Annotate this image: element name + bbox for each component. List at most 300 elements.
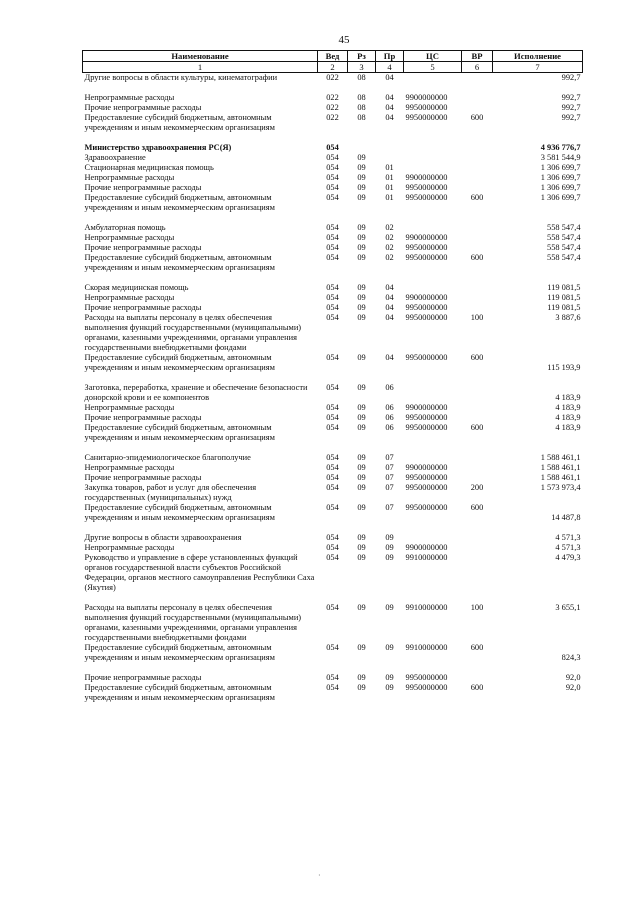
row-value: 1 306 699,7 bbox=[540, 193, 581, 202]
row-pr: 02 bbox=[385, 243, 394, 252]
row-name: Предоставление субсидий бюджетным, автономным учреждениям и иным некоммерческим организациям bbox=[84, 113, 275, 132]
row-ved: 022 bbox=[326, 103, 339, 112]
table-row bbox=[83, 543, 583, 553]
row-value: 119 081,5 bbox=[547, 283, 581, 292]
row-ved: 054 bbox=[326, 463, 339, 472]
table-row bbox=[83, 463, 583, 473]
spacer-row bbox=[83, 593, 583, 603]
spacer-row bbox=[83, 133, 583, 143]
row-value: 558 547,4 bbox=[547, 243, 581, 252]
row-name: Другие вопросы в области культуры, кинематографии bbox=[84, 73, 278, 82]
table-row bbox=[83, 93, 583, 103]
row-name: Прочие непрограммные расходы bbox=[84, 473, 202, 482]
row-value: 3 581 544,9 bbox=[540, 153, 581, 162]
spacer-row bbox=[83, 663, 583, 673]
row-cs: 9900000000 bbox=[405, 293, 448, 302]
row-rz: 09 bbox=[357, 233, 366, 242]
row-cs: 9950000000 bbox=[405, 253, 448, 262]
row-pr: 01 bbox=[385, 183, 394, 192]
row-vr bbox=[462, 103, 493, 113]
row-rz: 09 bbox=[357, 453, 366, 462]
row-value: 1 588 461,1 bbox=[540, 463, 581, 472]
row-cs: 9950000000 bbox=[405, 193, 448, 202]
row-vr bbox=[462, 293, 493, 303]
row-vr: 600 bbox=[470, 253, 484, 262]
row-name: Прочие непрограммные расходы bbox=[84, 243, 202, 252]
row-pr: 07 bbox=[385, 503, 394, 512]
header-ved: Вед bbox=[318, 51, 348, 62]
row-vr bbox=[462, 403, 493, 413]
row-pr: 06 bbox=[385, 423, 394, 432]
row-pr: 04 bbox=[385, 93, 394, 102]
header-number: 7 bbox=[493, 62, 583, 73]
row-rz: 09 bbox=[357, 413, 366, 422]
row-cs: 9910000000 bbox=[405, 553, 448, 562]
row-ved: 054 bbox=[326, 533, 339, 542]
row-cs: 9950000000 bbox=[405, 303, 448, 312]
row-value: 992,7 bbox=[561, 103, 581, 112]
table-row bbox=[83, 193, 583, 213]
row-pr: 04 bbox=[385, 353, 394, 362]
row-name: Прочие непрограммные расходы bbox=[84, 413, 202, 422]
row-rz: 08 bbox=[357, 113, 366, 122]
row-pr bbox=[376, 143, 404, 153]
row-rz: 09 bbox=[357, 463, 366, 472]
row-rz: 09 bbox=[357, 553, 366, 562]
row-cs: 9950000000 bbox=[405, 423, 448, 432]
spacer-cell bbox=[83, 273, 583, 283]
row-rz: 09 bbox=[357, 253, 366, 262]
row-cs: 9950000000 bbox=[405, 413, 448, 422]
row-vr bbox=[462, 233, 493, 243]
table-row bbox=[83, 643, 583, 663]
row-vr: 100 bbox=[470, 603, 484, 612]
spacer-row bbox=[83, 373, 583, 383]
row-rz: 08 bbox=[357, 103, 366, 112]
row-cs: 9910000000 bbox=[405, 643, 448, 652]
row-pr bbox=[376, 153, 404, 163]
row-vr: 100 bbox=[470, 313, 484, 322]
row-cs: 9950000000 bbox=[405, 673, 448, 682]
row-name: Непрограммные расходы bbox=[84, 233, 175, 242]
table-row bbox=[83, 603, 583, 643]
row-vr bbox=[462, 93, 493, 103]
row-rz: 09 bbox=[357, 243, 366, 252]
row-cs: 9950000000 bbox=[405, 483, 448, 492]
row-pr: 02 bbox=[385, 233, 394, 242]
row-vr: 600 bbox=[470, 503, 484, 512]
row-name: Предоставление субсидий бюджетным, автономным учреждениям и иным некоммерческим организациям bbox=[84, 683, 275, 702]
table-row bbox=[83, 233, 583, 243]
row-cs: 9950000000 bbox=[405, 243, 448, 252]
row-pr: 04 bbox=[385, 73, 394, 82]
table-row bbox=[83, 243, 583, 253]
row-rz: 09 bbox=[357, 153, 366, 162]
header-name: Наименование bbox=[83, 51, 318, 62]
row-ved: 054 bbox=[326, 673, 339, 682]
row-cs bbox=[404, 143, 462, 153]
row-rz: 09 bbox=[357, 483, 366, 492]
row-value: 1 573 973,4 bbox=[540, 483, 581, 492]
row-pr: 07 bbox=[385, 453, 394, 462]
row-name: Предоставление субсидий бюджетным, автономным учреждениям и иным некоммерческим организациям bbox=[84, 423, 275, 442]
row-vr bbox=[462, 533, 493, 543]
row-pr: 04 bbox=[385, 293, 394, 302]
row-pr: 06 bbox=[385, 383, 394, 392]
table-row bbox=[83, 483, 583, 503]
spacer-row bbox=[83, 213, 583, 223]
table-row bbox=[83, 283, 583, 293]
row-cs bbox=[404, 223, 462, 233]
row-value: 3 887,6 bbox=[555, 313, 581, 322]
row-vr: 600 bbox=[470, 683, 484, 692]
row-value: 3 655,1 bbox=[555, 603, 581, 612]
row-vr bbox=[462, 473, 493, 483]
table-row bbox=[83, 103, 583, 113]
spacer-cell bbox=[83, 523, 583, 533]
row-name: Предоставление субсидий бюджетным, автономным учреждениям и иным некоммерческим организациям bbox=[84, 353, 275, 372]
row-value: 4 571,3 bbox=[555, 543, 581, 552]
row-vr bbox=[462, 673, 493, 683]
row-ved: 054 bbox=[326, 603, 339, 612]
table-row bbox=[83, 553, 583, 593]
row-value: 558 547,4 bbox=[547, 253, 581, 262]
table-row bbox=[83, 403, 583, 413]
row-value: 115 193,9 bbox=[547, 363, 581, 372]
row-value: 1 306 699,7 bbox=[540, 173, 581, 182]
row-ved: 054 bbox=[326, 473, 339, 482]
table-row bbox=[83, 293, 583, 303]
row-ved: 022 bbox=[326, 93, 339, 102]
row-cs: 9900000000 bbox=[405, 233, 448, 242]
header-vr: ВР bbox=[462, 51, 493, 62]
row-cs: 9950000000 bbox=[405, 353, 448, 362]
row-value: 1 588 461,1 bbox=[540, 453, 581, 462]
row-ved: 054 bbox=[326, 453, 339, 462]
row-rz: 09 bbox=[357, 673, 366, 682]
row-ved: 022 bbox=[326, 113, 339, 122]
row-ved: 054 bbox=[326, 143, 339, 152]
row-name: Расходы на выплаты персоналу в целях обеспечения выполнения функций государственными (муниципальными) органами, казенными учреждениями, органами управления государственными внебюджетными фондами bbox=[84, 313, 302, 352]
row-name: Предоставление субсидий бюджетным, автономным учреждениям и иным некоммерческим организациям bbox=[84, 643, 275, 662]
row-rz: 09 bbox=[357, 293, 366, 302]
row-ved: 054 bbox=[326, 403, 339, 412]
row-cs: 9900000000 bbox=[405, 463, 448, 472]
row-value: 824,3 bbox=[561, 653, 581, 662]
row-pr: 09 bbox=[385, 603, 394, 612]
row-cs bbox=[404, 453, 462, 463]
spacer-row bbox=[83, 273, 583, 283]
row-name: Непрограммные расходы bbox=[84, 93, 175, 102]
header-pr: Пр bbox=[376, 51, 404, 62]
row-ved: 054 bbox=[326, 233, 339, 242]
spacer-cell bbox=[83, 83, 583, 93]
table-row bbox=[83, 673, 583, 683]
header-cs: ЦС bbox=[404, 51, 462, 62]
table-row bbox=[83, 163, 583, 173]
row-rz: 09 bbox=[357, 223, 366, 232]
row-cs: 9950000000 bbox=[405, 683, 448, 692]
table-row bbox=[83, 143, 583, 153]
row-name: Предоставление субсидий бюджетным, автономным учреждениям и иным некоммерческим организациям bbox=[84, 503, 275, 522]
row-value: 558 547,4 bbox=[547, 233, 581, 242]
spacer-cell bbox=[83, 663, 583, 673]
row-pr: 02 bbox=[385, 253, 394, 262]
row-value: 1 588 461,1 bbox=[540, 473, 581, 482]
row-name: Руководство и управление в сфере установленных функций органов государственной власти субъектов Российской Федерации, органов местного самоуправления Республики Саха (Якутия) bbox=[84, 553, 315, 592]
row-pr: 04 bbox=[385, 113, 394, 122]
row-value: 992,7 bbox=[561, 93, 581, 102]
row-vr bbox=[462, 163, 493, 173]
row-vr: 600 bbox=[470, 193, 484, 202]
table-row bbox=[83, 183, 583, 193]
row-ved: 054 bbox=[326, 173, 339, 182]
row-rz: 09 bbox=[357, 173, 366, 182]
row-rz bbox=[348, 143, 376, 153]
row-value: 119 081,5 bbox=[547, 303, 581, 312]
table-row bbox=[83, 413, 583, 423]
row-pr: 09 bbox=[385, 643, 394, 652]
row-vr bbox=[462, 73, 493, 84]
header-rz: Рз bbox=[348, 51, 376, 62]
row-rz: 09 bbox=[357, 183, 366, 192]
row-rz: 09 bbox=[357, 353, 366, 362]
header-number: 1 bbox=[83, 62, 318, 73]
table-row bbox=[83, 173, 583, 183]
row-pr: 09 bbox=[385, 533, 394, 542]
row-rz: 09 bbox=[357, 543, 366, 552]
row-cs bbox=[404, 383, 462, 403]
row-rz: 09 bbox=[357, 503, 366, 512]
table-row bbox=[83, 113, 583, 133]
row-rz: 09 bbox=[357, 473, 366, 482]
row-vr bbox=[462, 283, 493, 293]
spacer-cell bbox=[83, 443, 583, 453]
row-pr: 09 bbox=[385, 553, 394, 562]
row-ved: 054 bbox=[326, 683, 339, 692]
row-pr: 01 bbox=[385, 173, 394, 182]
row-name: Предоставление субсидий бюджетным, автономным учреждениям и иным некоммерческим организациям bbox=[84, 253, 275, 272]
spacer-row bbox=[83, 443, 583, 453]
row-vr bbox=[462, 173, 493, 183]
row-vr: 200 bbox=[470, 483, 484, 492]
row-pr: 04 bbox=[385, 103, 394, 112]
row-rz: 09 bbox=[357, 533, 366, 542]
row-value: 992,7 bbox=[561, 113, 581, 122]
table-body bbox=[83, 73, 583, 704]
row-value: 92,0 bbox=[565, 683, 581, 692]
table-row bbox=[83, 353, 583, 373]
table-row bbox=[83, 533, 583, 543]
scan-mark: · bbox=[318, 871, 321, 880]
row-value: 4 183,9 bbox=[555, 413, 581, 422]
row-ved: 054 bbox=[326, 413, 339, 422]
row-name: Стационарная медицинская помощь bbox=[84, 163, 214, 172]
row-pr: 07 bbox=[385, 473, 394, 482]
row-cs: 9950000000 bbox=[405, 503, 448, 512]
row-rz: 09 bbox=[357, 303, 366, 312]
row-rz: 08 bbox=[357, 93, 366, 102]
budget-table bbox=[82, 50, 583, 703]
row-ved: 054 bbox=[326, 423, 339, 432]
row-value: 92,0 bbox=[565, 673, 581, 682]
row-ved: 054 bbox=[326, 223, 339, 232]
row-value: 4 936 776,7 bbox=[540, 143, 581, 152]
row-cs: 9950000000 bbox=[405, 313, 448, 322]
row-vr bbox=[462, 243, 493, 253]
row-ved: 054 bbox=[326, 313, 339, 322]
row-vr bbox=[462, 153, 493, 163]
row-name: Прочие непрограммные расходы bbox=[84, 183, 202, 192]
spacer-cell bbox=[83, 213, 583, 223]
row-ved: 054 bbox=[326, 643, 339, 652]
row-cs: 9900000000 bbox=[405, 173, 448, 182]
row-ved: 054 bbox=[326, 243, 339, 252]
table-row bbox=[83, 223, 583, 233]
row-vr: 600 bbox=[470, 643, 484, 652]
row-cs bbox=[404, 153, 462, 163]
table-row bbox=[83, 383, 583, 403]
header-execution: Исполнение bbox=[493, 51, 583, 62]
row-ved: 054 bbox=[326, 163, 339, 172]
row-name: Санитарно-эпидемиологическое благополучие bbox=[84, 453, 251, 462]
header-number: 3 bbox=[348, 62, 376, 73]
table-row bbox=[83, 303, 583, 313]
row-value: 14 487,8 bbox=[551, 513, 581, 522]
row-ved: 054 bbox=[326, 283, 339, 292]
table-header bbox=[83, 51, 583, 73]
row-vr bbox=[462, 223, 493, 233]
row-vr: 600 bbox=[470, 353, 484, 362]
row-pr: 01 bbox=[385, 193, 394, 202]
row-ved: 022 bbox=[326, 73, 339, 82]
row-pr: 04 bbox=[385, 303, 394, 312]
row-rz: 09 bbox=[357, 683, 366, 692]
row-ved: 054 bbox=[326, 293, 339, 302]
row-cs: 9950000000 bbox=[405, 473, 448, 482]
header-number: 4 bbox=[376, 62, 404, 73]
row-name: Прочие непрограммные расходы bbox=[84, 303, 202, 312]
row-rz: 09 bbox=[357, 423, 366, 432]
row-pr: 09 bbox=[385, 673, 394, 682]
row-cs: 9900000000 bbox=[405, 93, 448, 102]
row-cs bbox=[404, 163, 462, 173]
row-pr: 09 bbox=[385, 683, 394, 692]
row-value: 4 571,3 bbox=[555, 533, 581, 542]
row-cs bbox=[404, 73, 462, 84]
spacer-cell bbox=[83, 373, 583, 383]
row-ved: 054 bbox=[326, 303, 339, 312]
row-name: Прочие непрограммные расходы bbox=[84, 673, 202, 682]
row-value: 4 479,3 bbox=[555, 553, 581, 562]
row-name: Закупка товаров, работ и услуг для обеспечения государственных (муниципальных) нужд bbox=[84, 483, 257, 502]
row-ved: 054 bbox=[326, 543, 339, 552]
row-vr: 600 bbox=[470, 423, 484, 432]
row-name: Прочие непрограммные расходы bbox=[84, 103, 202, 112]
row-ved: 054 bbox=[326, 183, 339, 192]
table-row bbox=[83, 153, 583, 163]
row-ved: 054 bbox=[326, 383, 339, 392]
table-row bbox=[83, 313, 583, 353]
row-name: Здравоохранение bbox=[84, 153, 146, 162]
table-row bbox=[83, 683, 583, 703]
page-number: 45 bbox=[338, 34, 350, 46]
row-value: 1 306 699,7 bbox=[540, 163, 581, 172]
table-row bbox=[83, 503, 583, 523]
row-rz: 09 bbox=[357, 313, 366, 322]
row-cs: 9950000000 bbox=[405, 113, 448, 122]
row-rz: 09 bbox=[357, 383, 366, 392]
row-vr bbox=[462, 183, 493, 193]
header-number: 5 bbox=[404, 62, 462, 73]
row-name: Скорая медицинская помощь bbox=[84, 283, 189, 292]
row-cs: 9900000000 bbox=[405, 543, 448, 552]
row-vr bbox=[462, 453, 493, 463]
row-pr: 04 bbox=[385, 283, 394, 292]
row-value: 558 547,4 bbox=[547, 223, 581, 232]
row-pr: 09 bbox=[385, 543, 394, 552]
row-name: Предоставление субсидий бюджетным, автономным учреждениям и иным некоммерческим организациям bbox=[84, 193, 275, 212]
row-pr: 07 bbox=[385, 483, 394, 492]
row-ved: 054 bbox=[326, 553, 339, 562]
row-vr bbox=[462, 383, 493, 403]
row-rz: 09 bbox=[357, 643, 366, 652]
row-pr: 06 bbox=[385, 413, 394, 422]
row-cs: 9910000000 bbox=[405, 603, 448, 612]
row-vr bbox=[462, 543, 493, 553]
row-vr bbox=[462, 553, 493, 593]
row-pr: 06 bbox=[385, 403, 394, 412]
row-ved: 054 bbox=[326, 483, 339, 492]
spacer-cell bbox=[83, 133, 583, 143]
row-pr: 07 bbox=[385, 463, 394, 472]
table-row bbox=[83, 453, 583, 463]
spacer-row bbox=[83, 523, 583, 533]
row-cs bbox=[404, 283, 462, 293]
header-number: 6 bbox=[462, 62, 493, 73]
row-name: Амбулаторная помощь bbox=[84, 223, 166, 232]
row-ved: 054 bbox=[326, 253, 339, 262]
row-ved: 054 bbox=[326, 193, 339, 202]
row-ved: 054 bbox=[326, 503, 339, 512]
row-ved: 054 bbox=[326, 353, 339, 362]
row-value: 4 183,9 bbox=[555, 423, 581, 432]
row-pr: 02 bbox=[385, 223, 394, 232]
row-value: 1 306 699,7 bbox=[540, 183, 581, 192]
row-name: Непрограммные расходы bbox=[84, 403, 175, 412]
table-row bbox=[83, 253, 583, 273]
row-cs: 9900000000 bbox=[405, 403, 448, 412]
row-pr: 01 bbox=[385, 163, 394, 172]
row-ved: 054 bbox=[326, 153, 339, 162]
row-rz: 09 bbox=[357, 163, 366, 172]
row-value: 992,7 bbox=[561, 73, 581, 82]
row-name: Заготовка, переработка, хранение и обеспечение безопасности донорской крови и ее компонентов bbox=[84, 383, 308, 402]
row-vr bbox=[462, 463, 493, 473]
row-name: Непрограммные расходы bbox=[84, 173, 175, 182]
row-vr: 600 bbox=[470, 113, 484, 122]
row-vr bbox=[462, 143, 493, 153]
row-name: Другие вопросы в области здравоохранения bbox=[84, 533, 242, 542]
table-row bbox=[83, 73, 583, 84]
row-name: Министерство здравоохранения РС(Я) bbox=[84, 143, 232, 152]
row-name: Непрограммные расходы bbox=[84, 293, 175, 302]
row-pr: 04 bbox=[385, 313, 394, 322]
row-name: Непрограммные расходы bbox=[84, 463, 175, 472]
row-rz: 09 bbox=[357, 283, 366, 292]
table-row bbox=[83, 473, 583, 483]
row-cs bbox=[404, 533, 462, 543]
